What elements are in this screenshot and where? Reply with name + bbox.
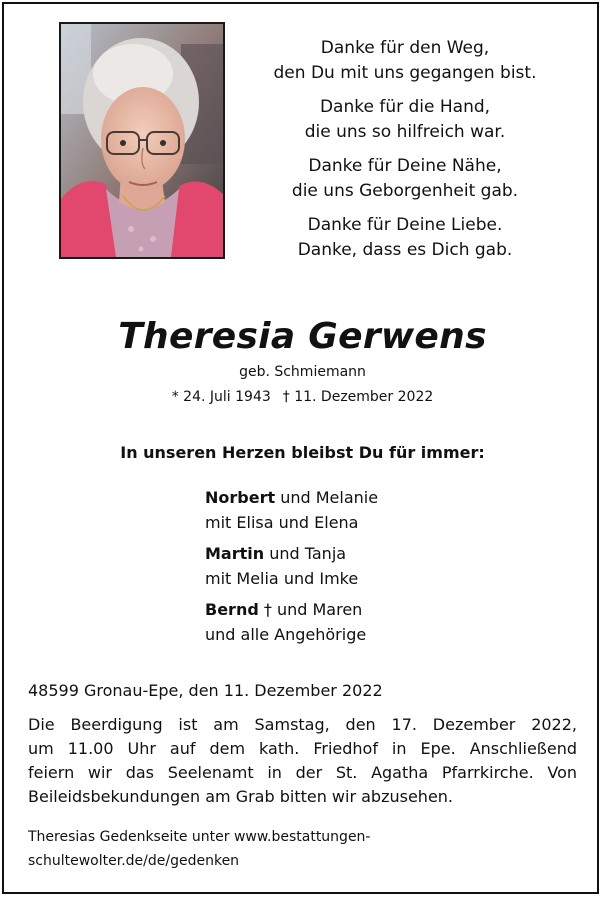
deceased-name: Theresia Gerwens <box>118 316 487 357</box>
notice-line: Die Beerdigung ist am Samstag, den 17. Dezember 2022, <box>28 715 577 734</box>
family-group <box>205 597 535 647</box>
birth-name: geb. Schmiemann <box>239 364 366 380</box>
poem-stanza <box>250 154 560 204</box>
family-partner: † und Maren <box>258 600 363 619</box>
memorial-website <box>28 825 588 873</box>
poem-line: Danke für Deine Nähe, <box>308 156 502 176</box>
notice-line: feiern wir das Seelenamt in der St. Agatha Pfarrkirche. Von <box>28 763 577 782</box>
family-line: mit Melia und Imke <box>205 569 359 588</box>
motto: In unseren Herzen bleibst Du für immer: <box>120 443 485 462</box>
poem-line: Danke, dass es Dich gab. <box>297 240 513 260</box>
family-line: und alle Angehörige <box>205 625 367 644</box>
family-lead-name: Bernd <box>205 600 259 619</box>
family-group <box>205 485 535 535</box>
poem-line: Danke für den Weg, <box>320 38 490 58</box>
poem-line: die uns so hilfreich war. <box>304 122 506 142</box>
website-line: schultewolter.de/de/gedenken <box>28 853 240 869</box>
family-group <box>205 541 535 591</box>
poem-stanza <box>250 213 560 263</box>
family-lead-name: Martin <box>205 544 265 563</box>
family-line <box>205 597 535 622</box>
portrait-photo <box>59 22 225 259</box>
family-partner: und Melanie <box>275 488 379 507</box>
family-lead-name: Norbert <box>205 488 276 507</box>
poem-line: den Du mit uns gegangen bist. <box>273 63 537 83</box>
notice-line: um 11.00 Uhr auf dem kath. Friedhof in Epe. Anschließend <box>28 739 577 758</box>
poem-stanza <box>250 36 560 86</box>
life-dates <box>0 389 605 405</box>
family-partner: und Tanja <box>264 544 347 563</box>
place-date: 48599 Gronau-Epe, den 11. Dezember 2022 <box>28 681 383 700</box>
poem-line: Danke für Deine Liebe. <box>307 215 503 235</box>
poem <box>250 36 560 272</box>
birth-date: * 24. Juli 1943 <box>171 389 271 405</box>
funeral-notice <box>28 713 577 809</box>
family-line: mit Elisa und Elena <box>205 513 359 532</box>
death-date: † 11. Dezember 2022 <box>282 389 434 405</box>
poem-line: die uns Geborgenheit gab. <box>291 181 519 201</box>
poem-line: Danke für die Hand, <box>319 97 491 117</box>
family-line <box>205 541 535 566</box>
notice-line: Beileidsbekundungen am Grab bitten wir abzusehen. <box>28 787 454 806</box>
family-line <box>205 485 535 510</box>
website-line: Theresias Gedenkseite unter www.bestattungen- <box>28 829 371 845</box>
family-list <box>205 485 535 653</box>
poem-stanza <box>250 95 560 145</box>
